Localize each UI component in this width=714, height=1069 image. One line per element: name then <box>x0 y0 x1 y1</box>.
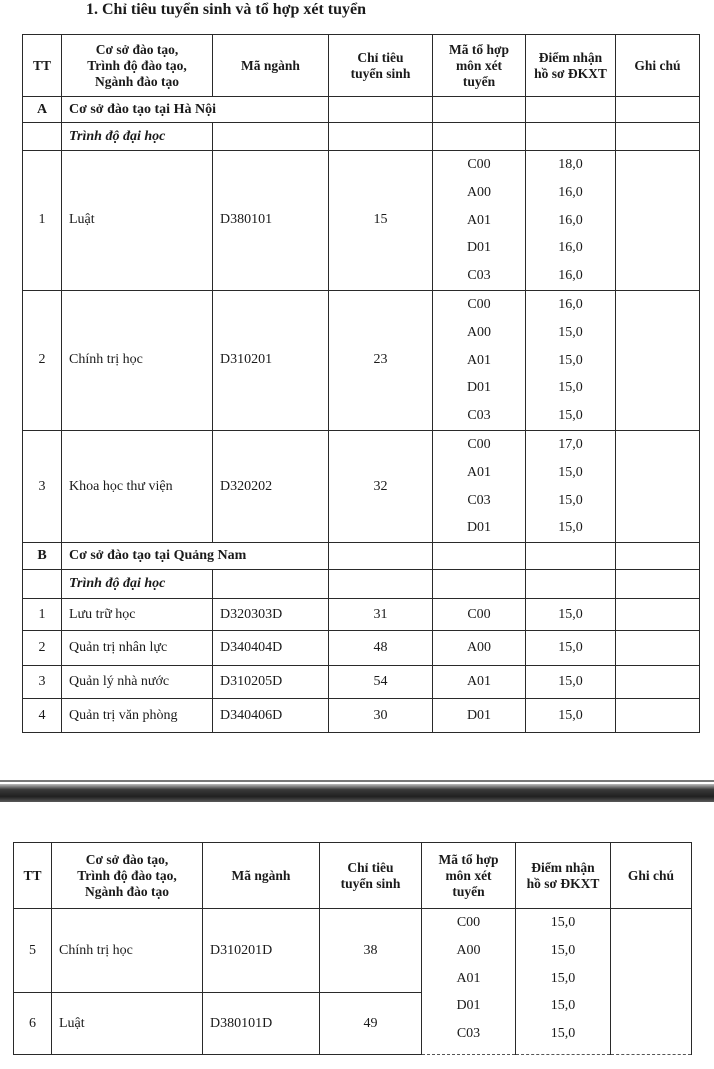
row-score: 15,0 <box>526 631 616 666</box>
table-row <box>23 631 700 666</box>
row-combo: C00 <box>433 599 526 631</box>
row-score: 15,0 <box>526 599 616 631</box>
row-combos: C00 A00 A01 D01 C03 <box>433 290 526 430</box>
level-row <box>23 570 700 599</box>
table-row <box>23 599 700 631</box>
section-label: Cơ sở đào tạo tại Quảng Nam <box>62 543 329 570</box>
row-code: D310201 <box>213 290 329 430</box>
header-code: Mã ngành <box>203 843 320 909</box>
row-note <box>616 151 700 291</box>
row-scores: 17,0 15,0 15,0 15,0 <box>526 430 616 542</box>
row-score: 15,0 <box>526 666 616 699</box>
row-quota: 30 <box>329 699 433 733</box>
row-tt: 2 <box>23 290 62 430</box>
row-note <box>616 631 700 666</box>
row-quota: 23 <box>329 290 433 430</box>
row-quota: 15 <box>329 151 433 291</box>
page-break-shadow <box>0 780 714 782</box>
row-scores: 16,0 15,0 15,0 15,0 15,0 <box>526 290 616 430</box>
header-note: Ghi chú <box>616 35 700 97</box>
row-score: 15,0 <box>526 699 616 733</box>
row-code: D340406D <box>213 699 329 733</box>
row-tt: 6 <box>14 993 52 1055</box>
row-program-name: Lưu trữ học <box>62 599 213 631</box>
table-row <box>23 151 700 291</box>
row-combo: D01 <box>433 699 526 733</box>
row-code: D310201D <box>203 909 320 993</box>
row-code: D320202 <box>213 430 329 542</box>
row-tt: 1 <box>23 599 62 631</box>
section-row-hanoi <box>23 97 700 123</box>
row-program-name: Luật <box>52 993 203 1055</box>
row-program-name: Chính trị học <box>62 290 213 430</box>
row-combo: A00 <box>433 631 526 666</box>
row-program-name: Luật <box>62 151 213 291</box>
table-row <box>23 430 700 542</box>
row-code: D340404D <box>213 631 329 666</box>
row-program-name: Quản trị nhân lực <box>62 631 213 666</box>
header-score: Điểm nhận hồ sơ ĐKXT <box>516 843 611 909</box>
row-tt: 2 <box>23 631 62 666</box>
row-quota: 48 <box>329 631 433 666</box>
header-row <box>23 35 700 97</box>
table-row <box>23 666 700 699</box>
page2-combos: C00 A00 A01 D01 C03 <box>422 909 516 1055</box>
row-note <box>616 666 700 699</box>
row-tt: 3 <box>23 666 62 699</box>
level-label: Trình độ đại học <box>62 570 213 599</box>
header-row <box>14 843 692 909</box>
section-heading: 1. Chỉ tiêu tuyển sinh và tổ hợp xét tuyển <box>86 1 367 18</box>
row-note <box>616 699 700 733</box>
row-note <box>611 909 692 1055</box>
row-code: D310205D <box>213 666 329 699</box>
row-note <box>616 599 700 631</box>
admission-table-page-2 <box>13 842 692 1055</box>
row-program-name: Quản trị văn phòng <box>62 699 213 733</box>
table-row <box>23 290 700 430</box>
section-row-quangnam <box>23 543 700 570</box>
header-program: Cơ sở đào tạo, Trình độ đào tạo, Ngành đào tạo <box>62 35 213 97</box>
row-quota: 54 <box>329 666 433 699</box>
header-code: Mã ngành <box>213 35 329 97</box>
row-tt: 4 <box>23 699 62 733</box>
table-row <box>14 909 692 993</box>
section-tt: A <box>23 97 62 123</box>
page-break-bar <box>0 784 714 802</box>
header-combo: Mã tổ hợp môn xét tuyển <box>422 843 516 909</box>
table-row <box>23 699 700 733</box>
row-note <box>616 430 700 542</box>
level-row <box>23 123 700 151</box>
header-quota: Chỉ tiêu tuyển sinh <box>320 843 422 909</box>
row-quota: 38 <box>320 909 422 993</box>
section-tt: B <box>23 543 62 570</box>
row-program-name: Chính trị học <box>52 909 203 993</box>
header-score: Điểm nhận hồ sơ ĐKXT <box>526 35 616 97</box>
header-tt: TT <box>14 843 52 909</box>
row-code: D320303D <box>213 599 329 631</box>
row-tt: 5 <box>14 909 52 993</box>
header-tt: TT <box>23 35 62 97</box>
section-label: Cơ sở đào tạo tại Hà Nội <box>62 97 329 123</box>
page2-scores: 15,0 15,0 15,0 15,0 15,0 <box>516 909 611 1055</box>
row-scores: 18,0 16,0 16,0 16,0 16,0 <box>526 151 616 291</box>
header-combo: Mã tổ hợp môn xét tuyển <box>433 35 526 97</box>
header-quota: Chỉ tiêu tuyển sinh <box>329 35 433 97</box>
admission-table-page-1 <box>22 34 700 733</box>
row-quota: 49 <box>320 993 422 1055</box>
row-tt: 3 <box>23 430 62 542</box>
header-note: Ghi chú <box>611 843 692 909</box>
header-program: Cơ sở đào tạo, Trình độ đào tạo, Ngành đào tạo <box>52 843 203 909</box>
row-code: D380101D <box>203 993 320 1055</box>
row-quota: 31 <box>329 599 433 631</box>
row-combos: C00 A01 C03 D01 <box>433 430 526 542</box>
row-combo: A01 <box>433 666 526 699</box>
row-program-name: Quản lý nhà nước <box>62 666 213 699</box>
level-label: Trình độ đại học <box>62 123 213 151</box>
row-program-name: Khoa học thư viện <box>62 430 213 542</box>
row-note <box>616 290 700 430</box>
row-combos: C00 A00 A01 D01 C03 <box>433 151 526 291</box>
row-code: D380101 <box>213 151 329 291</box>
row-quota: 32 <box>329 430 433 542</box>
row-tt: 1 <box>23 151 62 291</box>
